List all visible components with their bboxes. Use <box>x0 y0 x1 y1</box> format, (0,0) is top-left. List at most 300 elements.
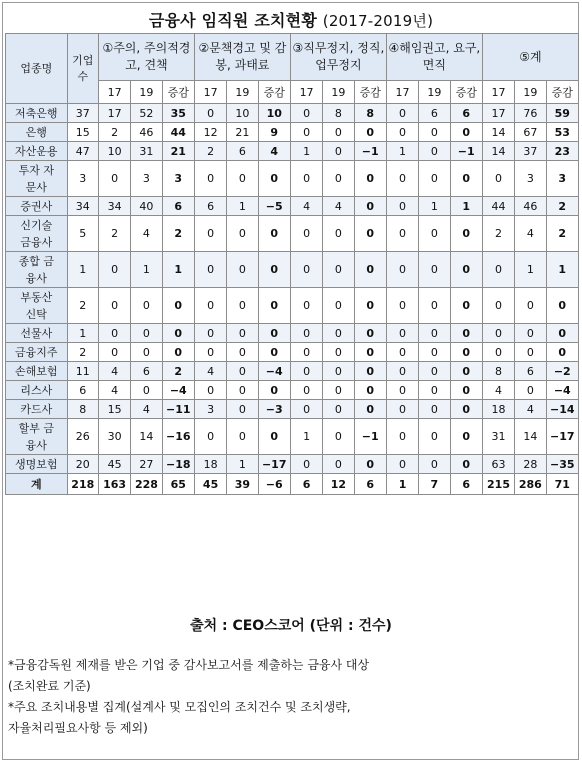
row-company-count: 37 <box>67 104 98 123</box>
cell-change: −5 <box>258 197 290 216</box>
cell-count: 0 <box>323 419 354 455</box>
cell-count: 0 <box>131 343 162 362</box>
cell-count: 37 <box>515 142 546 161</box>
cell-change: 2 <box>162 216 194 252</box>
cell-count: 0 <box>482 288 514 324</box>
cell-count: 0 <box>227 252 258 288</box>
cell-change: 0 <box>354 343 386 362</box>
cell-count: 14 <box>482 123 514 142</box>
total-cell: −6 <box>258 474 290 495</box>
row-company-count: 5 <box>67 216 98 252</box>
total-cell: 215 <box>482 474 514 495</box>
table-row <box>6 123 579 142</box>
row-industry-name: 신기술 금융사 <box>6 216 68 252</box>
total-cell: 286 <box>515 474 546 495</box>
cell-count: 0 <box>419 324 450 343</box>
cell-count: 0 <box>194 216 226 252</box>
cell-change: −1 <box>354 142 386 161</box>
cell-count: 15 <box>98 400 130 419</box>
header-group-2: ②문책경고 및 감봉, 과태료 <box>194 34 290 81</box>
cell-count: 0 <box>290 381 322 400</box>
cell-count: 0 <box>98 343 130 362</box>
row-industry-name: 생명보험 <box>6 455 68 474</box>
cell-count: 0 <box>323 455 354 474</box>
cell-count: 0 <box>194 381 226 400</box>
page-title <box>0 8 582 31</box>
row-industry-name: 증권사 <box>6 197 68 216</box>
cell-change: −18 <box>162 455 194 474</box>
cell-change: 0 <box>450 252 482 288</box>
cell-change: 0 <box>450 216 482 252</box>
cell-count: 1 <box>386 142 418 161</box>
cell-count: 14 <box>131 419 162 455</box>
cell-count: 28 <box>515 455 546 474</box>
cell-count: 30 <box>98 419 130 455</box>
row-company-count: 2 <box>67 288 98 324</box>
row-company-count: 6 <box>67 381 98 400</box>
cell-count: 1 <box>227 197 258 216</box>
total-cell: 163 <box>98 474 130 495</box>
cell-change: −3 <box>258 400 290 419</box>
cell-change: 59 <box>546 104 579 123</box>
row-industry-name: 투자 자문사 <box>6 161 68 197</box>
cell-count: 0 <box>131 288 162 324</box>
cell-change: −2 <box>546 362 579 381</box>
cell-count: 31 <box>131 142 162 161</box>
header-group-3: ③직무정지, 정직, 업무정지 <box>290 34 386 81</box>
cell-count: 2 <box>194 142 226 161</box>
cell-change: 0 <box>450 455 482 474</box>
footnote-line: *금융감독원 제재를 받은 기업 중 감사보고서를 제출하는 금융사 대상 <box>8 658 370 672</box>
cell-count: 4 <box>98 381 130 400</box>
table-row <box>6 142 579 161</box>
cell-count: 0 <box>386 161 418 197</box>
cell-change: 2 <box>162 362 194 381</box>
cell-count: 0 <box>419 362 450 381</box>
header-sub-year: 19 <box>515 81 546 104</box>
cell-count: 1 <box>131 252 162 288</box>
row-company-count: 15 <box>67 123 98 142</box>
total-cell: 39 <box>227 474 258 495</box>
row-company-count: 8 <box>67 400 98 419</box>
cell-count: 0 <box>419 288 450 324</box>
cell-count: 0 <box>323 288 354 324</box>
cell-change: 23 <box>546 142 579 161</box>
cell-count: 0 <box>194 104 226 123</box>
cell-count: 18 <box>194 455 226 474</box>
cell-count: 0 <box>290 343 322 362</box>
cell-change: −14 <box>546 400 579 419</box>
cell-change: 0 <box>546 343 579 362</box>
header-industry: 업종명 <box>6 34 68 104</box>
cell-change: 0 <box>354 381 386 400</box>
header-company-count: 기업수 <box>67 34 98 104</box>
cell-count: 0 <box>323 381 354 400</box>
cell-count: 0 <box>227 400 258 419</box>
cell-change: 0 <box>450 343 482 362</box>
row-industry-name: 손해보험 <box>6 362 68 381</box>
cell-count: 1 <box>515 252 546 288</box>
cell-count: 4 <box>515 216 546 252</box>
cell-change: 0 <box>258 216 290 252</box>
row-industry-name: 자산운용 <box>6 142 68 161</box>
cell-count: 0 <box>290 216 322 252</box>
cell-count: 3 <box>131 161 162 197</box>
cell-change: 0 <box>162 324 194 343</box>
header-sub-year: 19 <box>323 81 354 104</box>
cell-count: 44 <box>482 197 514 216</box>
table-row <box>6 400 579 419</box>
footnote-line: *주요 조치내용별 집계(설계사 및 모집인의 조치건수 및 조치생략, <box>8 700 351 714</box>
cell-count: 2 <box>482 216 514 252</box>
table-body <box>6 104 579 495</box>
cell-count: 52 <box>131 104 162 123</box>
cell-change: 10 <box>258 104 290 123</box>
cell-count: 2 <box>98 216 130 252</box>
cell-count: 14 <box>482 142 514 161</box>
cell-count: 0 <box>386 343 418 362</box>
cell-change: 3 <box>546 161 579 197</box>
cell-count: 6 <box>515 362 546 381</box>
sanctions-table <box>5 33 579 495</box>
table-row <box>6 288 579 324</box>
table-row <box>6 324 579 343</box>
header-group-5: ⑤계 <box>482 34 578 81</box>
cell-change: 8 <box>354 104 386 123</box>
row-company-count: 26 <box>67 419 98 455</box>
cell-count: 0 <box>98 161 130 197</box>
footnote-line: (조치완료 기준) <box>8 679 91 693</box>
cell-change: 0 <box>450 123 482 142</box>
footnotes <box>8 655 568 739</box>
cell-count: 1 <box>419 197 450 216</box>
header-sub-change: 증감 <box>258 81 290 104</box>
header-sub-change: 증감 <box>546 81 579 104</box>
cell-change: 0 <box>354 455 386 474</box>
header-group-1: ①주의, 주의적경고, 견책 <box>98 34 194 81</box>
cell-count: 0 <box>386 104 418 123</box>
cell-change: 1 <box>162 252 194 288</box>
cell-count: 0 <box>227 288 258 324</box>
cell-count: 34 <box>98 197 130 216</box>
table-row <box>6 216 579 252</box>
cell-count: 0 <box>323 252 354 288</box>
header-sub-year: 17 <box>290 81 322 104</box>
cell-count: 0 <box>482 161 514 197</box>
table-row <box>6 252 579 288</box>
header-sub-year: 19 <box>419 81 450 104</box>
cell-count: 0 <box>323 343 354 362</box>
cell-change: −4 <box>258 362 290 381</box>
cell-count: 0 <box>227 362 258 381</box>
cell-change: 1 <box>546 252 579 288</box>
row-industry-name: 은행 <box>6 123 68 142</box>
cell-count: 0 <box>482 324 514 343</box>
cell-count: 6 <box>131 362 162 381</box>
row-company-count: 1 <box>67 252 98 288</box>
cell-count: 0 <box>290 288 322 324</box>
cell-change: −17 <box>546 419 579 455</box>
total-cell: 6 <box>290 474 322 495</box>
cell-count: 0 <box>98 252 130 288</box>
row-industry-name: 리스사 <box>6 381 68 400</box>
cell-count: 0 <box>98 324 130 343</box>
cell-change: 21 <box>162 142 194 161</box>
cell-change: 0 <box>162 288 194 324</box>
cell-change: 44 <box>162 123 194 142</box>
cell-change: 1 <box>450 197 482 216</box>
cell-count: 0 <box>131 324 162 343</box>
cell-count: 31 <box>482 419 514 455</box>
cell-count: 0 <box>419 142 450 161</box>
cell-count: 0 <box>194 161 226 197</box>
cell-count: 0 <box>419 161 450 197</box>
cell-count: 0 <box>419 419 450 455</box>
table-row <box>6 419 579 455</box>
row-industry-name: 저축은행 <box>6 104 68 123</box>
cell-change: 0 <box>354 161 386 197</box>
cell-change: 53 <box>546 123 579 142</box>
cell-change: 0 <box>546 288 579 324</box>
cell-count: 0 <box>386 123 418 142</box>
cell-count: 0 <box>515 343 546 362</box>
row-company-count: 20 <box>67 455 98 474</box>
cell-count: 1 <box>290 142 322 161</box>
cell-count: 4 <box>131 216 162 252</box>
cell-count: 4 <box>323 197 354 216</box>
cell-count: 40 <box>131 197 162 216</box>
cell-count: 0 <box>386 288 418 324</box>
cell-count: 14 <box>515 419 546 455</box>
cell-change: −16 <box>162 419 194 455</box>
cell-change: 0 <box>162 343 194 362</box>
cell-count: 0 <box>386 419 418 455</box>
row-industry-name: 종합 금융사 <box>6 252 68 288</box>
cell-change: 0 <box>354 324 386 343</box>
total-cell: 71 <box>546 474 579 495</box>
cell-count: 63 <box>482 455 514 474</box>
cell-count: 0 <box>227 381 258 400</box>
cell-count: 45 <box>98 455 130 474</box>
cell-change: 0 <box>354 362 386 381</box>
cell-count: 0 <box>482 343 514 362</box>
cell-count: 0 <box>419 343 450 362</box>
cell-change: −1 <box>354 419 386 455</box>
cell-count: 0 <box>194 252 226 288</box>
total-cell: 45 <box>194 474 226 495</box>
cell-count: 8 <box>482 362 514 381</box>
header-sub-year: 17 <box>386 81 418 104</box>
cell-change: −4 <box>162 381 194 400</box>
cell-count: 76 <box>515 104 546 123</box>
row-company-count: 34 <box>67 197 98 216</box>
cell-count: 3 <box>194 400 226 419</box>
table-row <box>6 381 579 400</box>
cell-change: 0 <box>354 252 386 288</box>
cell-count: 0 <box>515 288 546 324</box>
cell-count: 0 <box>194 324 226 343</box>
cell-count: 0 <box>290 161 322 197</box>
source-line: 출처 : CEO스코어 (단위 : 건수) <box>190 618 392 634</box>
cell-count: 0 <box>227 419 258 455</box>
table-row <box>6 455 579 474</box>
cell-count: 0 <box>131 381 162 400</box>
total-row <box>6 474 579 495</box>
cell-count: 0 <box>194 288 226 324</box>
cell-change: 6 <box>162 197 194 216</box>
total-cell: 12 <box>323 474 354 495</box>
cell-change: 0 <box>258 252 290 288</box>
cell-change: 3 <box>162 161 194 197</box>
cell-change: 4 <box>258 142 290 161</box>
cell-change: −11 <box>162 400 194 419</box>
title-years: (2017-2019년) <box>322 12 434 30</box>
cell-count: 0 <box>419 216 450 252</box>
cell-count: 0 <box>290 252 322 288</box>
cell-change: 0 <box>258 288 290 324</box>
cell-change: −4 <box>546 381 579 400</box>
cell-count: 0 <box>419 252 450 288</box>
cell-change: 0 <box>354 216 386 252</box>
cell-count: 46 <box>515 197 546 216</box>
cell-count: 0 <box>323 324 354 343</box>
cell-change: 0 <box>450 419 482 455</box>
cell-count: 1 <box>227 455 258 474</box>
total-cell: 7 <box>419 474 450 495</box>
cell-count: 0 <box>386 252 418 288</box>
row-company-count: 11 <box>67 362 98 381</box>
cell-change: 6 <box>450 104 482 123</box>
cell-count: 0 <box>227 324 258 343</box>
cell-count: 6 <box>194 197 226 216</box>
row-industry-name: 부동산 신탁 <box>6 288 68 324</box>
header-sub-year: 17 <box>194 81 226 104</box>
cell-count: 4 <box>515 400 546 419</box>
cell-change: 0 <box>258 161 290 197</box>
cell-count: 0 <box>323 400 354 419</box>
cell-change: 0 <box>354 288 386 324</box>
cell-count: 0 <box>194 343 226 362</box>
total-cell: 65 <box>162 474 194 495</box>
table-row <box>6 104 579 123</box>
cell-count: 17 <box>482 104 514 123</box>
total-cell: 6 <box>354 474 386 495</box>
total-label: 계 <box>6 474 68 495</box>
cell-count: 4 <box>290 197 322 216</box>
cell-count: 0 <box>323 161 354 197</box>
cell-count: 0 <box>515 324 546 343</box>
table-row <box>6 161 579 197</box>
cell-count: 0 <box>323 362 354 381</box>
header-sub-year: 19 <box>227 81 258 104</box>
cell-change: 0 <box>258 419 290 455</box>
cell-change: 0 <box>546 324 579 343</box>
cell-change: −17 <box>258 455 290 474</box>
cell-count: 0 <box>386 216 418 252</box>
cell-count: 0 <box>290 455 322 474</box>
cell-count: 0 <box>290 123 322 142</box>
cell-change: 0 <box>258 343 290 362</box>
cell-change: 0 <box>450 288 482 324</box>
cell-change: 0 <box>354 197 386 216</box>
header-sub-change: 증감 <box>162 81 194 104</box>
row-industry-name: 금융지주 <box>6 343 68 362</box>
cell-count: 21 <box>227 123 258 142</box>
cell-count: 10 <box>98 142 130 161</box>
cell-count: 0 <box>419 455 450 474</box>
row-company-count: 2 <box>67 343 98 362</box>
header-sub-year: 17 <box>482 81 514 104</box>
cell-count: 4 <box>98 362 130 381</box>
row-company-count: 3 <box>67 161 98 197</box>
total-cell: 228 <box>131 474 162 495</box>
table-row <box>6 343 579 362</box>
total-cell: 1 <box>386 474 418 495</box>
cell-count: 0 <box>323 123 354 142</box>
title-main: 금융사 임직원 조치현황 <box>148 11 317 30</box>
table-row <box>6 362 579 381</box>
cell-count: 6 <box>227 142 258 161</box>
cell-count: 0 <box>386 455 418 474</box>
header-sub-year: 17 <box>98 81 130 104</box>
cell-count: 0 <box>227 343 258 362</box>
cell-count: 10 <box>227 104 258 123</box>
cell-change: 0 <box>450 362 482 381</box>
header-group-4: ④해임권고, 요구, 면직 <box>386 34 482 81</box>
cell-count: 0 <box>290 400 322 419</box>
cell-count: 0 <box>482 252 514 288</box>
cell-change: 35 <box>162 104 194 123</box>
cell-count: 0 <box>227 216 258 252</box>
cell-count: 67 <box>515 123 546 142</box>
cell-count: 0 <box>290 324 322 343</box>
table-row <box>6 197 579 216</box>
cell-count: 0 <box>290 362 322 381</box>
total-cell: 6 <box>450 474 482 495</box>
cell-count: 0 <box>419 381 450 400</box>
row-industry-name: 할부 금융사 <box>6 419 68 455</box>
cell-change: 0 <box>258 324 290 343</box>
cell-change: 0 <box>450 161 482 197</box>
cell-count: 0 <box>98 288 130 324</box>
cell-count: 4 <box>194 362 226 381</box>
cell-count: 1 <box>290 419 322 455</box>
cell-count: 0 <box>290 104 322 123</box>
cell-count: 0 <box>194 419 226 455</box>
cell-change: 2 <box>546 216 579 252</box>
cell-count: 0 <box>419 123 450 142</box>
cell-change: 0 <box>354 400 386 419</box>
cell-count: 0 <box>386 362 418 381</box>
cell-count: 46 <box>131 123 162 142</box>
header-sub-change: 증감 <box>450 81 482 104</box>
cell-count: 0 <box>419 400 450 419</box>
cell-count: 2 <box>98 123 130 142</box>
cell-change: 0 <box>450 400 482 419</box>
row-company-count: 47 <box>67 142 98 161</box>
cell-change: 0 <box>450 381 482 400</box>
cell-count: 0 <box>227 161 258 197</box>
footnote-line: 자율처리필요사항 등 제외) <box>8 721 148 735</box>
cell-change: 0 <box>354 123 386 142</box>
cell-count: 27 <box>131 455 162 474</box>
cell-count: 0 <box>386 400 418 419</box>
header-sub-change: 증감 <box>354 81 386 104</box>
row-company-count: 1 <box>67 324 98 343</box>
cell-count: 8 <box>323 104 354 123</box>
cell-count: 0 <box>515 381 546 400</box>
cell-change: 2 <box>546 197 579 216</box>
